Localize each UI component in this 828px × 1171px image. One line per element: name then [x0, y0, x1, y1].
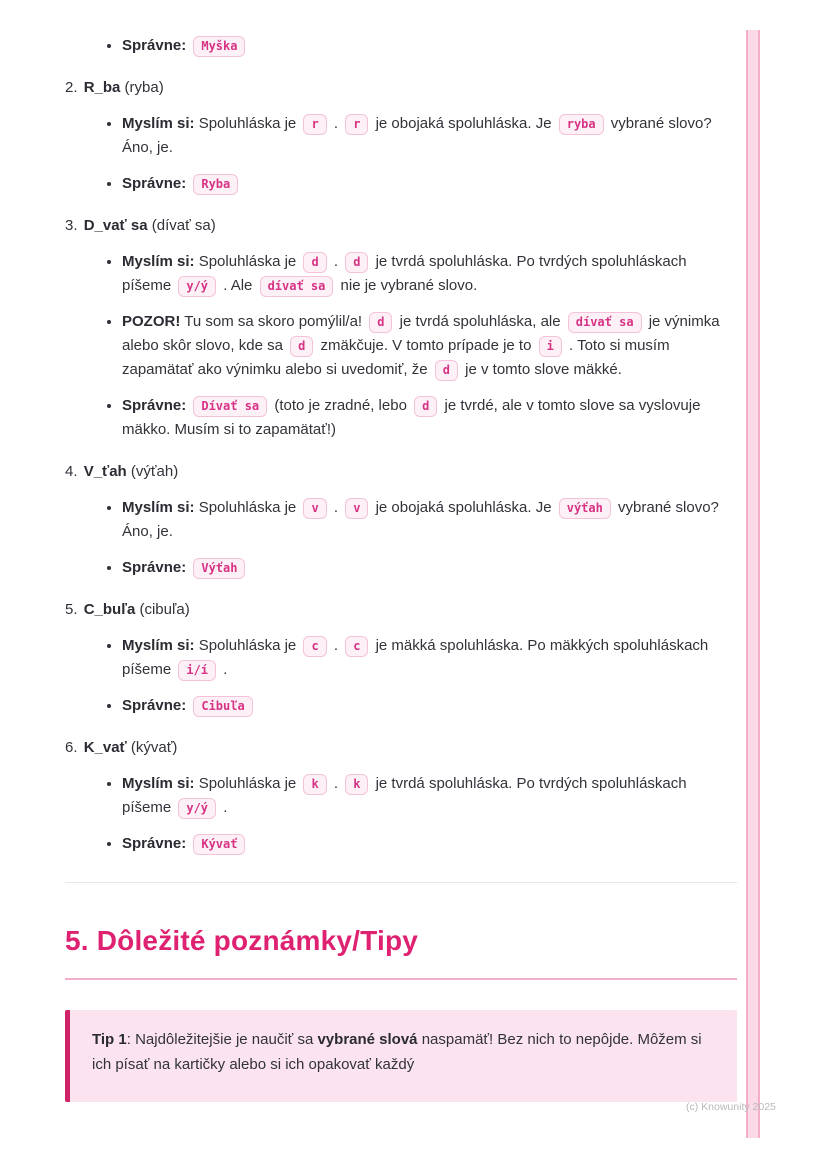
bold-text: Správne:	[122, 37, 191, 54]
code-token: Dívať sa	[193, 396, 267, 417]
watermark: (c) Knowunity 2025	[686, 1101, 776, 1113]
text-segment: (cibuľa)	[135, 601, 190, 618]
bullet-item	[122, 772, 737, 820]
bold-text: C_buľa	[83, 601, 136, 618]
text-segment: .	[219, 661, 228, 678]
code-token: d	[369, 312, 392, 333]
item-number: 6.	[65, 739, 82, 756]
document-content	[65, 34, 737, 1102]
bullet-item	[122, 310, 737, 382]
text-segment: je výnimka alebo skôr slovo, kde sa	[122, 313, 720, 354]
code-token: ryba	[559, 114, 604, 135]
code-token: dívať sa	[568, 312, 642, 333]
code-token: c	[303, 636, 326, 657]
list-item	[65, 460, 737, 580]
bullet-item	[122, 34, 737, 58]
text-segment: (toto je zradné, lebo	[270, 397, 412, 414]
code-token: d	[414, 396, 437, 417]
list-item	[65, 76, 737, 196]
text-segment: je tvrdé, ale v tomto slove sa vyslovuje mäkko. Musím si to zapamätať!)	[122, 397, 701, 438]
item-title	[65, 598, 737, 622]
code-token: d	[345, 252, 368, 273]
text-segment: . Ale	[219, 277, 257, 294]
text-segment: naspamäť! Bez nich to nepôjde. Môžem si ich písať na kartičky alebo si ich opakovať každý	[92, 1030, 702, 1074]
list-item	[65, 214, 737, 442]
section-divider	[65, 882, 737, 883]
code-token: i/í	[178, 660, 216, 681]
list-item	[65, 598, 737, 718]
code-token: r	[303, 114, 326, 135]
text-segment: je tvrdá spoluhláska. Po tvrdých spoluhláskach píšeme	[122, 253, 687, 294]
text-segment: je obojaká spoluhláska. Je	[371, 115, 556, 132]
code-token: d	[435, 360, 458, 381]
bold-text: POZOR!	[122, 313, 181, 330]
code-token: Myška	[193, 36, 245, 57]
text-segment: zmäkčuje. V tomto prípade je to	[316, 337, 536, 354]
code-token: c	[345, 636, 368, 657]
code-token: v	[303, 498, 326, 519]
text-segment: .	[219, 799, 228, 816]
bold-text: Správne:	[122, 835, 191, 852]
item-title	[65, 214, 737, 238]
numbered-list	[65, 76, 737, 856]
text-segment: je mäkká spoluhláska. Po mäkkých spoluhláskach píšeme	[122, 637, 709, 678]
text-segment: nie je vybrané slovo.	[336, 277, 478, 294]
text-segment: je obojaká spoluhláska. Je	[371, 499, 556, 516]
code-token: d	[303, 252, 326, 273]
bullet-item	[122, 112, 737, 160]
item-number: 4.	[65, 463, 82, 480]
text-segment: (kývať)	[126, 739, 178, 756]
bold-text: vybrané slová	[317, 1030, 418, 1048]
text-segment: je tvrdá spoluhláska. Po tvrdých spoluhláskach píšeme	[122, 775, 687, 816]
bold-text: Myslím si:	[122, 499, 195, 516]
bullet-list	[65, 112, 737, 196]
text-segment: vybrané slovo? Áno, je.	[122, 115, 712, 156]
bullet-list	[65, 772, 737, 856]
code-token: d	[290, 336, 313, 357]
code-token: výťah	[559, 498, 611, 519]
text-segment: vybrané slovo? Áno, je.	[122, 499, 719, 540]
code-token: Ryba	[193, 174, 238, 195]
text-segment: je tvrdá spoluhláska, ale	[395, 313, 565, 330]
bullet-item	[122, 172, 737, 196]
text-segment: Spoluhláska je	[194, 775, 301, 792]
bullet-item	[122, 634, 737, 682]
text-segment: .	[329, 637, 343, 654]
bullet-list	[65, 634, 737, 718]
page-edge-strip	[746, 30, 760, 1138]
item-number: 3.	[65, 217, 82, 234]
text-segment: (výťah)	[126, 463, 179, 480]
bullet-item	[122, 694, 737, 718]
text-segment: . Toto si musím zapamätať ako výnimku alebo si uvedomiť, že	[122, 337, 670, 378]
bold-text: Správne:	[122, 397, 191, 414]
bullet-item	[122, 250, 737, 298]
item-title	[65, 460, 737, 484]
bullet-list	[65, 496, 737, 580]
orphan-bullet-list	[65, 34, 737, 58]
bold-text: R_ba	[83, 79, 121, 96]
text-segment: .	[329, 775, 343, 792]
code-token: dívať sa	[260, 276, 334, 297]
text-segment: Spoluhláska je	[194, 115, 301, 132]
text-segment: Spoluhláska je	[194, 253, 301, 270]
bold-text: Myslím si:	[122, 115, 195, 132]
item-title	[65, 736, 737, 760]
tip-callout	[65, 1010, 737, 1102]
item-title	[65, 76, 737, 100]
item-number: 5.	[65, 601, 82, 618]
code-token: Kývať	[193, 834, 245, 855]
bold-text: Správne:	[122, 559, 191, 576]
code-token: v	[345, 498, 368, 519]
bold-text: Tip 1	[92, 1030, 127, 1048]
bold-text: Myslím si:	[122, 637, 195, 654]
code-token: i	[539, 336, 562, 357]
bullet-item	[122, 556, 737, 580]
text-segment: .	[329, 253, 343, 270]
text-segment: : Najdôležitejšie je naučiť sa	[126, 1030, 318, 1048]
text-segment: .	[329, 499, 343, 516]
text-segment: Spoluhláska je	[194, 637, 301, 654]
code-token: y/ý	[178, 798, 216, 819]
code-token: y/ý	[178, 276, 216, 297]
bold-text: K_vať	[83, 739, 127, 756]
code-token: Cibuľa	[193, 696, 252, 717]
text-segment: Tu som sa skoro pomýlil/a!	[180, 313, 367, 330]
text-segment: (ryba)	[120, 79, 164, 96]
text-segment: (dívať sa)	[147, 217, 216, 234]
bold-text: Správne:	[122, 175, 191, 192]
code-token: r	[345, 114, 368, 135]
bold-text: Myslím si:	[122, 253, 195, 270]
bullet-item	[122, 394, 737, 442]
bold-text: Myslím si:	[122, 775, 195, 792]
bullet-item	[122, 832, 737, 856]
text-segment: .	[329, 115, 343, 132]
list-item	[65, 736, 737, 856]
bullet-item	[122, 496, 737, 544]
text-segment: je v tomto slove mäkké.	[460, 361, 622, 378]
text-segment: Spoluhláska je	[194, 499, 301, 516]
code-token: Výťah	[193, 558, 245, 579]
bold-text: Správne:	[122, 697, 191, 714]
item-number: 2.	[65, 79, 82, 96]
bullet-list	[65, 250, 737, 442]
section-heading: 5. Dôležité poznámky/Tipy	[65, 919, 737, 980]
code-token: k	[345, 774, 368, 795]
bold-text: V_ťah	[83, 463, 127, 480]
bold-text: D_vať sa	[83, 217, 148, 234]
code-token: k	[303, 774, 326, 795]
